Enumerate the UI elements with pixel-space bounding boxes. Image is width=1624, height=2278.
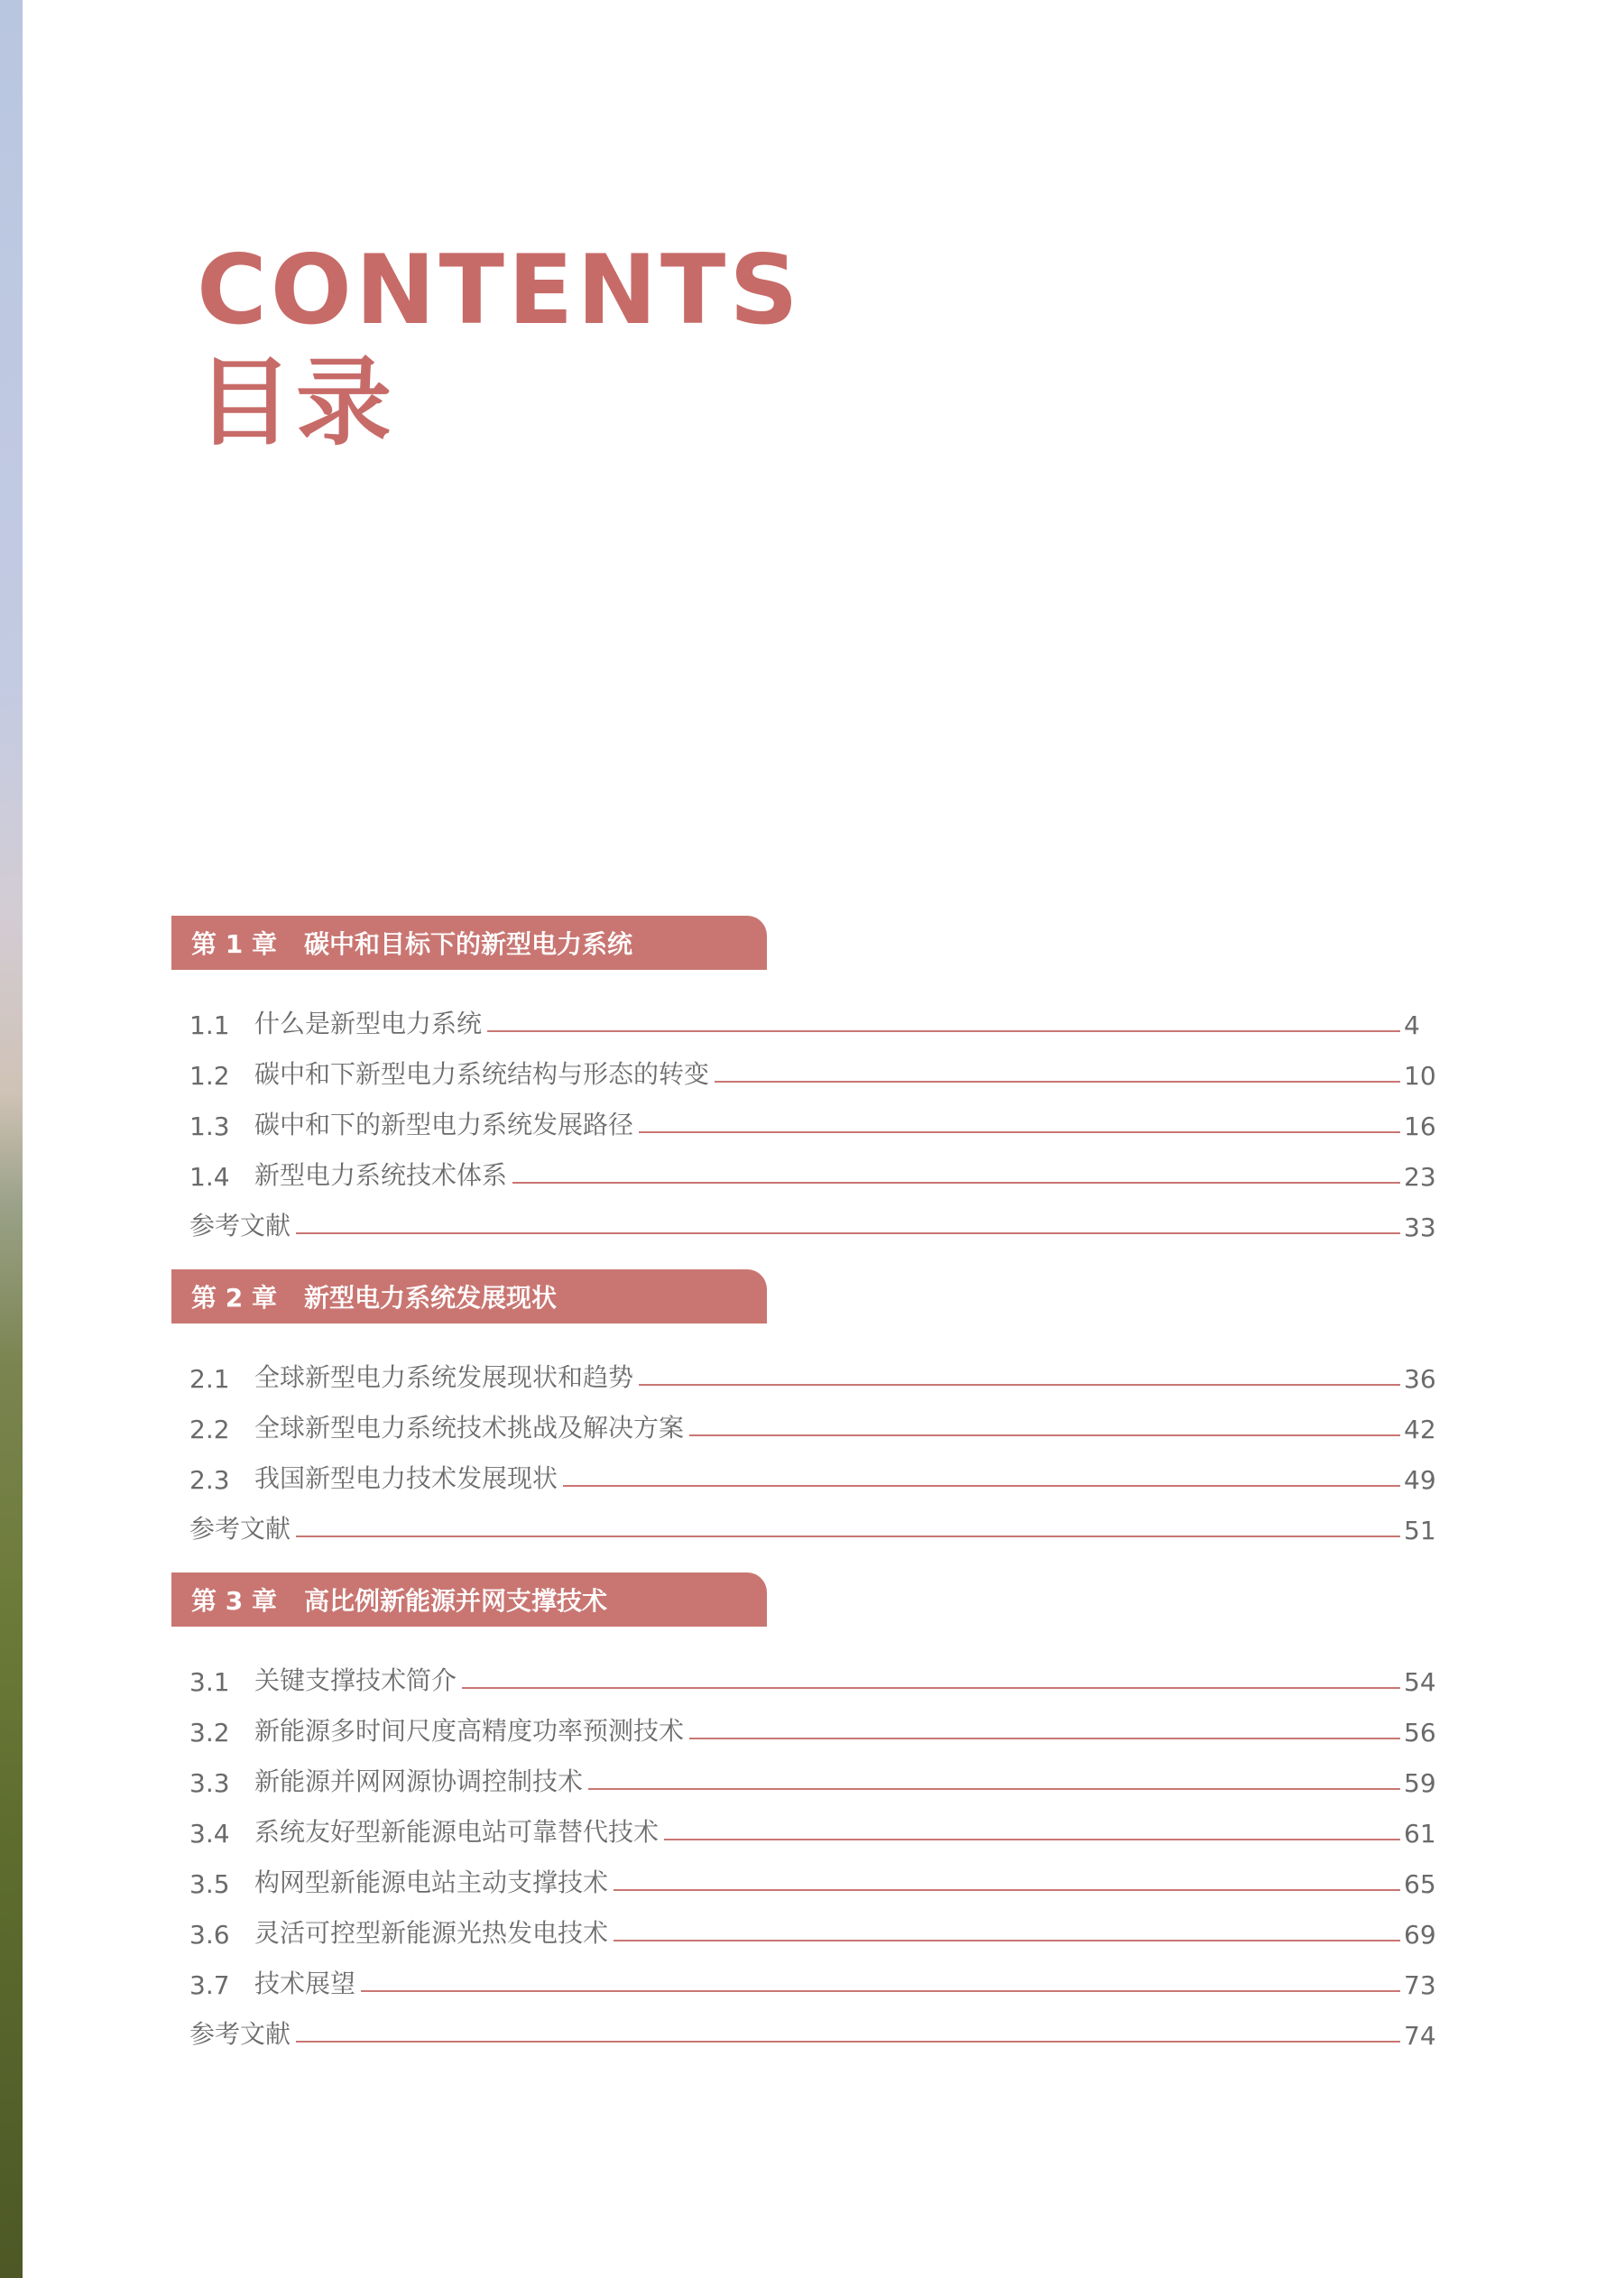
toc-leader-line xyxy=(689,1434,1400,1436)
toc-leader-line xyxy=(361,1990,1400,1992)
toc-leader-line xyxy=(715,1081,1400,1083)
toc-entry-title: 技术展望 xyxy=(254,1969,356,1998)
toc-entry-title: 新型电力系统技术体系 xyxy=(254,1160,508,1190)
chapter-section xyxy=(171,1572,1435,2051)
chapter-header[interactable] xyxy=(171,916,767,970)
toc-entry-number: 2.2 xyxy=(189,1415,230,1444)
toc-entry-title: 什么是新型电力系统 xyxy=(254,1009,483,1038)
chapter-section xyxy=(171,916,1435,1242)
toc-entry-page: 51 xyxy=(1404,1516,1436,1545)
chapter-number: 第 3 章 xyxy=(191,1586,277,1616)
toc-entry-number: 2.1 xyxy=(189,1364,230,1394)
toc-entry[interactable] xyxy=(171,1495,1435,1545)
toc-leader-line xyxy=(462,1687,1400,1689)
toc-entry-page: 4 xyxy=(1404,1010,1420,1040)
toc-entry[interactable] xyxy=(171,1040,1435,1091)
toc-leader-line xyxy=(512,1182,1400,1184)
toc-entry[interactable] xyxy=(171,2000,1435,2051)
chapter-header[interactable] xyxy=(171,1269,767,1323)
toc-entry-title: 碳中和下的新型电力系统发展路径 xyxy=(254,1110,634,1139)
chapter-title: 新型电力系统发展现状 xyxy=(303,1283,557,1313)
toc-entry-page: 33 xyxy=(1404,1213,1436,1242)
toc-entry-title: 全球新型电力系统技术挑战及解决方案 xyxy=(254,1413,685,1443)
toc-entry-title: 构网型新能源电站主动支撑技术 xyxy=(254,1868,609,1897)
chapter-number: 第 2 章 xyxy=(191,1283,277,1313)
toc-entry-page: 54 xyxy=(1404,1667,1436,1697)
toc-entry[interactable] xyxy=(171,1950,1435,2000)
toc-entry-page: 69 xyxy=(1404,1920,1436,1950)
toc-entry-number: 1.3 xyxy=(189,1111,230,1141)
title-block xyxy=(197,236,802,462)
toc-entry-page: 61 xyxy=(1404,1819,1436,1849)
toc-entry[interactable] xyxy=(171,1343,1435,1394)
toc-entry-title: 碳中和下新型电力系统结构与形态的转变 xyxy=(254,1059,710,1089)
toc-leader-line xyxy=(664,1839,1400,1840)
toc-leader-line xyxy=(639,1131,1400,1133)
toc-entry-title: 关键支撑技术简介 xyxy=(254,1665,457,1695)
toc-entry-page: 74 xyxy=(1404,2021,1436,2051)
toc-entry[interactable] xyxy=(171,1091,1435,1141)
toc-leader-line xyxy=(689,1738,1400,1739)
toc-entry[interactable] xyxy=(171,1646,1435,1697)
chapter-section xyxy=(171,1269,1435,1545)
toc-entry[interactable] xyxy=(171,1899,1435,1950)
toc-entry[interactable] xyxy=(171,1141,1435,1192)
toc-entry[interactable] xyxy=(171,1697,1435,1748)
cover-photo-strip xyxy=(0,0,23,2278)
toc-entry-page: 49 xyxy=(1404,1465,1436,1495)
toc-leader-line xyxy=(563,1485,1400,1487)
toc-entry-title: 全球新型电力系统发展现状和趋势 xyxy=(254,1362,634,1392)
toc-entry-number: 3.5 xyxy=(189,1869,230,1899)
toc-entry[interactable] xyxy=(171,1192,1435,1242)
toc-entry-number: 3.2 xyxy=(189,1718,230,1748)
toc-leader-line xyxy=(296,1536,1400,1537)
toc-entry-title: 参考文献 xyxy=(189,1211,291,1240)
toc-entry-number: 3.1 xyxy=(189,1667,230,1697)
toc-entry-page: 65 xyxy=(1404,1869,1436,1899)
toc-entry-title: 我国新型电力技术发展现状 xyxy=(254,1463,558,1493)
toc-entry[interactable] xyxy=(171,990,1435,1040)
toc-entry-number: 3.4 xyxy=(189,1819,230,1849)
chapter-title: 碳中和目标下的新型电力系统 xyxy=(303,929,632,959)
chapter-header[interactable] xyxy=(171,1572,767,1627)
toc-entry-page: 59 xyxy=(1404,1768,1436,1798)
toc-entry-number: 1.2 xyxy=(189,1061,230,1091)
toc-entry-page: 16 xyxy=(1404,1111,1436,1141)
toc-entry-number: 3.3 xyxy=(189,1768,230,1798)
page-title-chinese: 目录 xyxy=(197,347,395,458)
toc-leader-line xyxy=(296,2041,1400,2043)
toc-leader-line xyxy=(614,1889,1400,1891)
chapter-title: 高比例新能源并网支撑技术 xyxy=(303,1586,607,1616)
table-of-contents xyxy=(171,916,1435,2078)
toc-entry-title: 参考文献 xyxy=(189,2019,291,2049)
toc-entry[interactable] xyxy=(171,1798,1435,1849)
toc-entry-title: 新能源并网网源协调控制技术 xyxy=(254,1766,584,1796)
toc-leader-line xyxy=(614,1940,1400,1941)
toc-leader-line xyxy=(588,1788,1400,1790)
toc-entry[interactable] xyxy=(171,1748,1435,1798)
toc-entry-page: 36 xyxy=(1404,1364,1436,1394)
toc-entry-title: 灵活可控型新能源光热发电技术 xyxy=(254,1918,609,1948)
toc-entry-page: 56 xyxy=(1404,1718,1436,1748)
toc-entry-number: 1.4 xyxy=(189,1162,230,1192)
toc-entry-title: 新能源多时间尺度高精度功率预测技术 xyxy=(254,1716,685,1746)
toc-entry-title: 参考文献 xyxy=(189,1514,291,1544)
toc-entry-page: 23 xyxy=(1404,1162,1436,1192)
chapter-number: 第 1 章 xyxy=(191,929,277,959)
toc-leader-line xyxy=(639,1384,1400,1386)
toc-entry-number: 1.1 xyxy=(189,1010,230,1040)
toc-entry-page: 10 xyxy=(1404,1061,1436,1091)
toc-entry-number: 2.3 xyxy=(189,1465,230,1495)
toc-entry[interactable] xyxy=(171,1394,1435,1444)
toc-entry-number: 3.6 xyxy=(189,1920,230,1950)
toc-entry-number: 3.7 xyxy=(189,1970,230,2000)
toc-entry[interactable] xyxy=(171,1849,1435,1899)
toc-leader-line xyxy=(487,1030,1400,1032)
toc-entry-page: 73 xyxy=(1404,1970,1436,2000)
page-title-english: CONTENTS xyxy=(197,235,802,346)
toc-entry-page: 42 xyxy=(1404,1415,1436,1444)
toc-leader-line xyxy=(296,1232,1400,1234)
toc-entry-title: 系统友好型新能源电站可靠替代技术 xyxy=(254,1817,660,1847)
toc-entry[interactable] xyxy=(171,1444,1435,1495)
